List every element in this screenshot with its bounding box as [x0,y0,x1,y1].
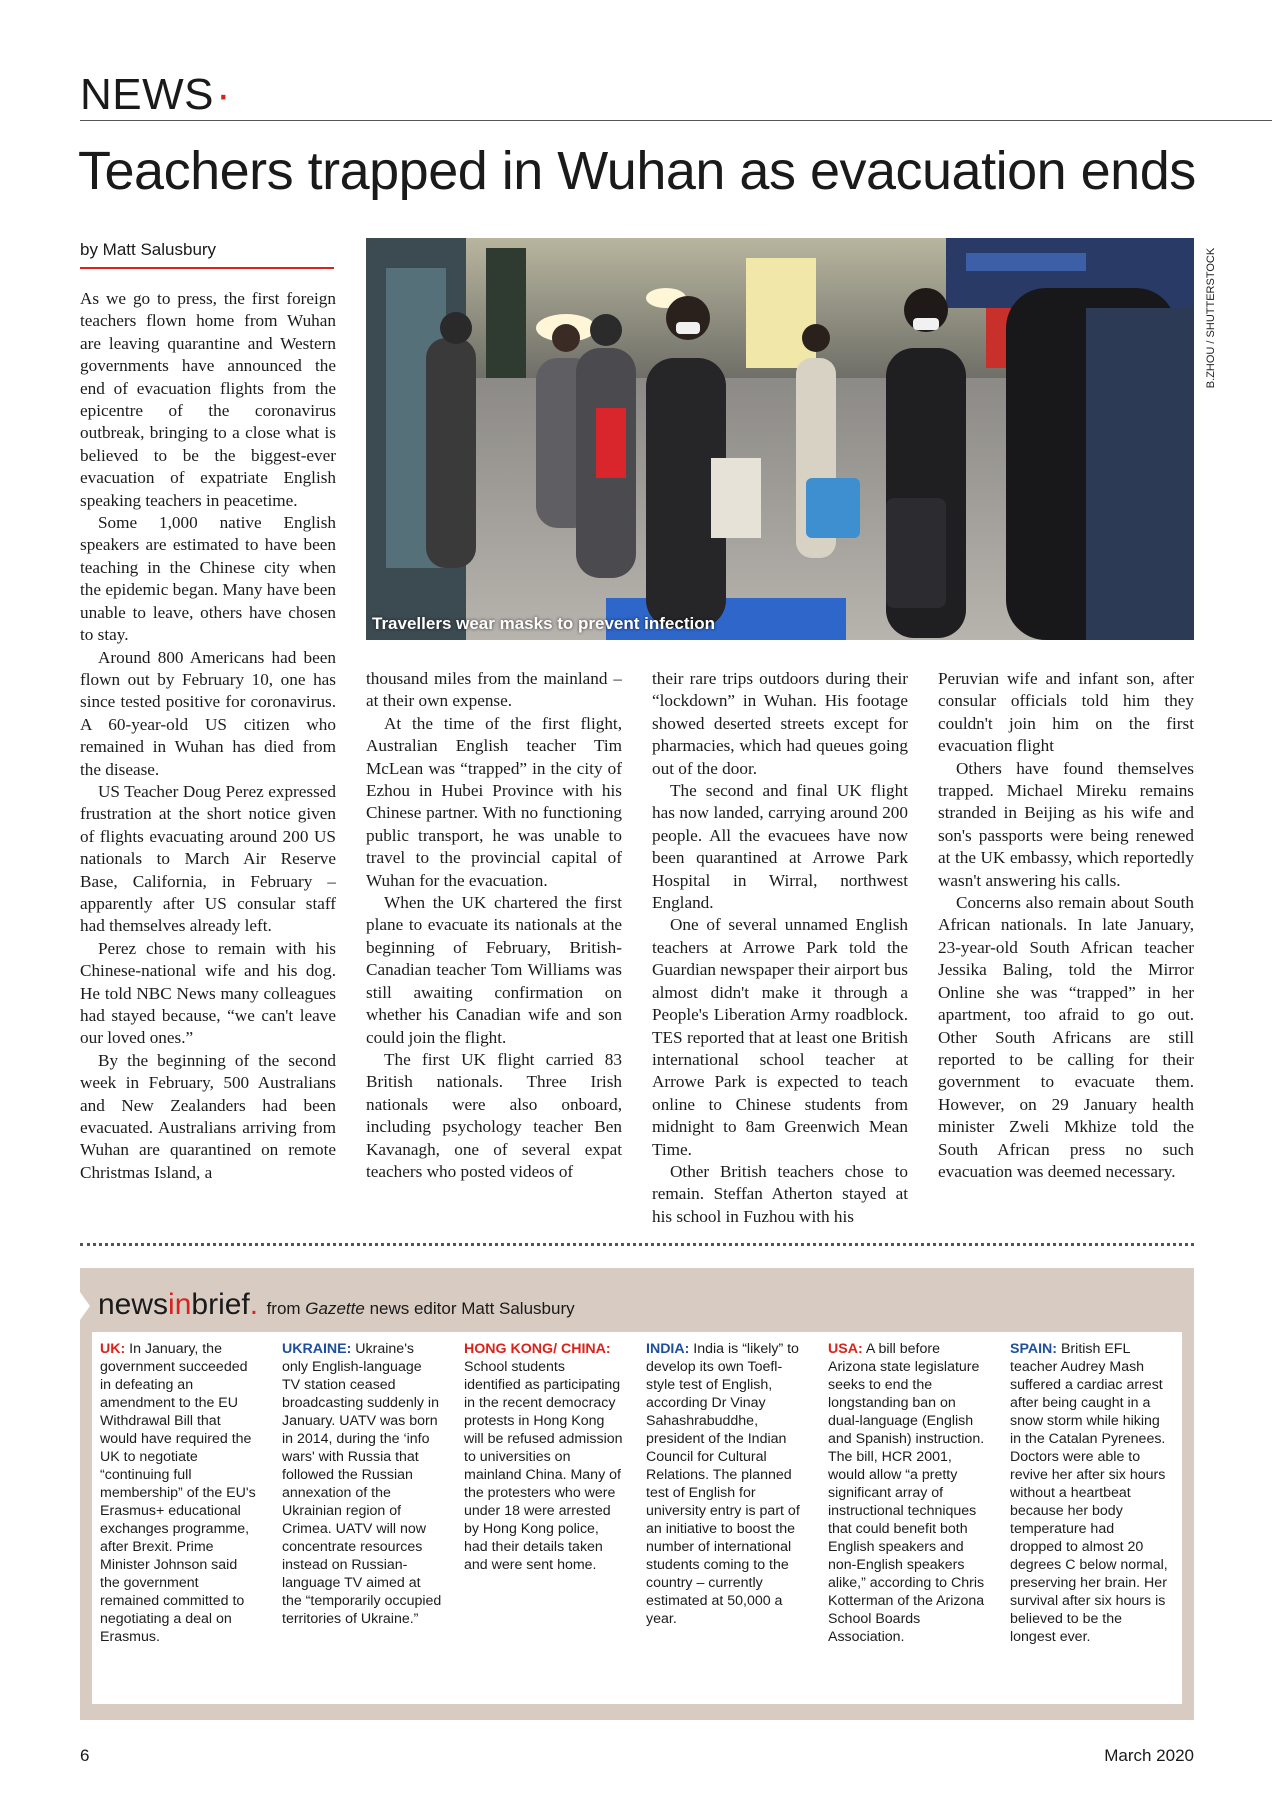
paragraph: Others have found themselves trapped. Michael Mireku remains stranded in Beijing as his wife and son's passports were being renewed at the UK embassy, which reportedly wasn't answering his calls. [938,758,1194,890]
brief-item-uk: UK: In January, the government succeeded in defeating an amendment to the EU Withdrawal Bill that would have required the UK to negotiate “continuing full membership” of the EU's Erasmus+ educational exchanges programme, after Brexit. Prime Minister Johnson said the government remained committed to negotiating a deal on Erasmus. [100,1341,256,1645]
paragraph: At the time of the first flight, Australian English teacher Tim McLean was “trapped” in the city of Ezhou in Hubei Province with his Chinese partner. With no functioning public transport, he was unable to travel to the provincial capital of Wuhan for the evacuation. [366,713,622,890]
article-column-1 [80,288,336,1234]
photo-caption: Travellers wear masks to prevent infection [372,614,715,633]
header-rule [80,120,1272,121]
brief-item-usa: USA: A bill before Arizona state legislature seeks to end the longstanding ban on dual-language (English and Spanish) instruction. The bill, HCR 2001, would allow “a pretty significant array of instructional techniques that could benefit both English speakers and non-English speakers alike,” according to Chris Kotterman of the Arizona School Boards Association. [828,1341,985,1645]
paragraph: Concerns also remain about South African nationals. In late January, 23-year-old South African teacher Jessika Baling, told the Mirror Online she was “trapped” in her apartment, too afraid to go out. Other South Africans are still reported to be calling for their government to evacuate them. However, on 29 January health minister Zweli Mkhize told the South African press no such evacuation was deemed necessary. [938,893,1194,1181]
paragraph: As we go to press, the first foreign teachers flown home from Wuhan are leaving quarantine and Western governments have announced the end of evacuation flights from the epicentre of the coronavirus outbreak, bringing to a close what is believed to be the biggest-ever evacuation of expatriate English speaking teachers in peacetime. [80,289,336,510]
brief-item-spain: SPAIN: British EFL teacher Audrey Mash suffered a cardiac arrest after being caught in a snow storm while hiking in the Catalan Pyrenees. Doctors were able to revive her after six hours without a heartbeat because her body temperature had dropped to almost 20 degrees C below normal, preserving her brain. Her survival after six hours is believed to be the longest ever. [1010,1341,1168,1645]
brief-item-hong-kong-china: HONG KONG/ CHINA: School students identified as participating in the recent democracy protests in Hong Kong will be refused admission to universities on mainland China. Many of the protesters who were under 18 were arrested by Hong Kong police, had their details taken and were sent home. [464,1341,623,1573]
brief-item-ukraine: UKRAINE: Ukraine's only English-language TV station ceased broadcasting suddenly in January. UATV was born in 2014, during the ‘info wars' with Russia that followed the Russian annexation of the Ukrainian region of Crimea. UATV will now concentrate resources instead on Russian-language TV aimed at the “temporarily occupied territories of Ukraine.” [282,1341,442,1627]
article-column-4 [938,668,1194,1234]
brief-item-india: INDIA: India is “likely” to develop its own Toefl-style test of English, according Dr Vinay Sahashrabuddhe, president of the Indian Council for Cultural Relations. The planned test of English for university entry is part of an initiative to boost the number of international students coming to the country – currently estimated at 50,000 a year. [646,1341,800,1627]
paragraph: their rare trips outdoors during their “lockdown” in Wuhan. His footage showed deserted streets except for pharmacies, which had queues going out of the door. [652,669,908,778]
headline: Teachers trapped in Wuhan as evacuation ends [78,141,1196,201]
news-in-brief-panel [92,1332,1182,1704]
issue-date: March 2020 [1104,1746,1194,1765]
news-in-brief-attribution: from Gazette news editor Matt Salusbury [266,1299,575,1318]
paragraph: The second and final UK flight has now landed, carrying around 200 people. All the evacuees have now been quarantined at Arrowe Park Hospital in Wirral, northwest England. [652,781,908,913]
section-label: NEWS· [80,70,232,119]
paragraph: thousand miles from the mainland – at their own expense. [366,669,622,711]
paragraph: Perez chose to remain with his Chinese-national wife and his dog. He told NBC News many colleagues had stayed because, “we can't leave our loved ones.” [80,938,336,1048]
paragraph: The first UK flight carried 83 British nationals. Three Irish nationals were also onboard, including psychology teacher Ben Kavanagh, one of several expat teachers who posted videos of [366,1049,622,1181]
dotted-divider [80,1243,1194,1246]
paragraph: Around 800 Americans had been flown out by February 10, one has since tested positive for coronavirus. A 60-year-old US citizen who remained in Wuhan has died from the disease. [80,647,336,779]
paragraph: One of several unnamed English teachers at Arrowe Park told the Guardian newspaper their airport bus almost didn't make it through a People's Liberation Army roadblock. TES reported that at least one British international school teacher at Arrowe Park is expected to teach online to Chinese students from midnight to 8am Greenwich Mean Time. [652,915,908,1159]
photo-credit: B.ZHOU / SHUTTERSTOCK [1205,247,1217,389]
paragraph: When the UK chartered the first plane to evacuate its nationals at the beginning of February, British-Canadian teacher Tom Williams was still awaiting confirmation on whether his Canadian wife and son could join the flight. [366,893,622,1047]
paragraph: Peruvian wife and infant son, after consular officials told him they couldn't join him on the first evacuation flight [938,669,1194,756]
chevron-right-icon [80,1292,90,1320]
article-column-3 [652,668,908,1234]
byline: by Matt Salusbury [80,240,334,269]
section-dot: · [216,70,232,119]
article-column-2 [366,668,622,1234]
news-in-brief-title: newsinbrief. from Gazette news editor Matt Salusbury [98,1288,575,1321]
news-in-brief-box [80,1268,1194,1720]
paragraph: Some 1,000 native English speakers are estimated to have been teaching in the Chinese city when the epidemic began. Many have been unable to leave, others have chosen to stay. [80,513,336,645]
news-photo [366,238,1194,640]
paragraph: By the beginning of the second week in February, 500 Australians and New Zealanders had been evacuated. Australians arriving from Wuhan are quarantined on remote Christmas Island, a [80,1050,336,1182]
paragraph: US Teacher Doug Perez expressed frustration at the short notice given of flights evacuating around 200 US nationals to March Air Reserve Base, California, in February – apparently after US consular staff had themselves already left. [80,781,336,936]
paragraph: Other British teachers chose to remain. Steffan Atherton stayed at his school in Fuzhou with his [652,1161,908,1226]
page-number: 6 [80,1746,90,1765]
